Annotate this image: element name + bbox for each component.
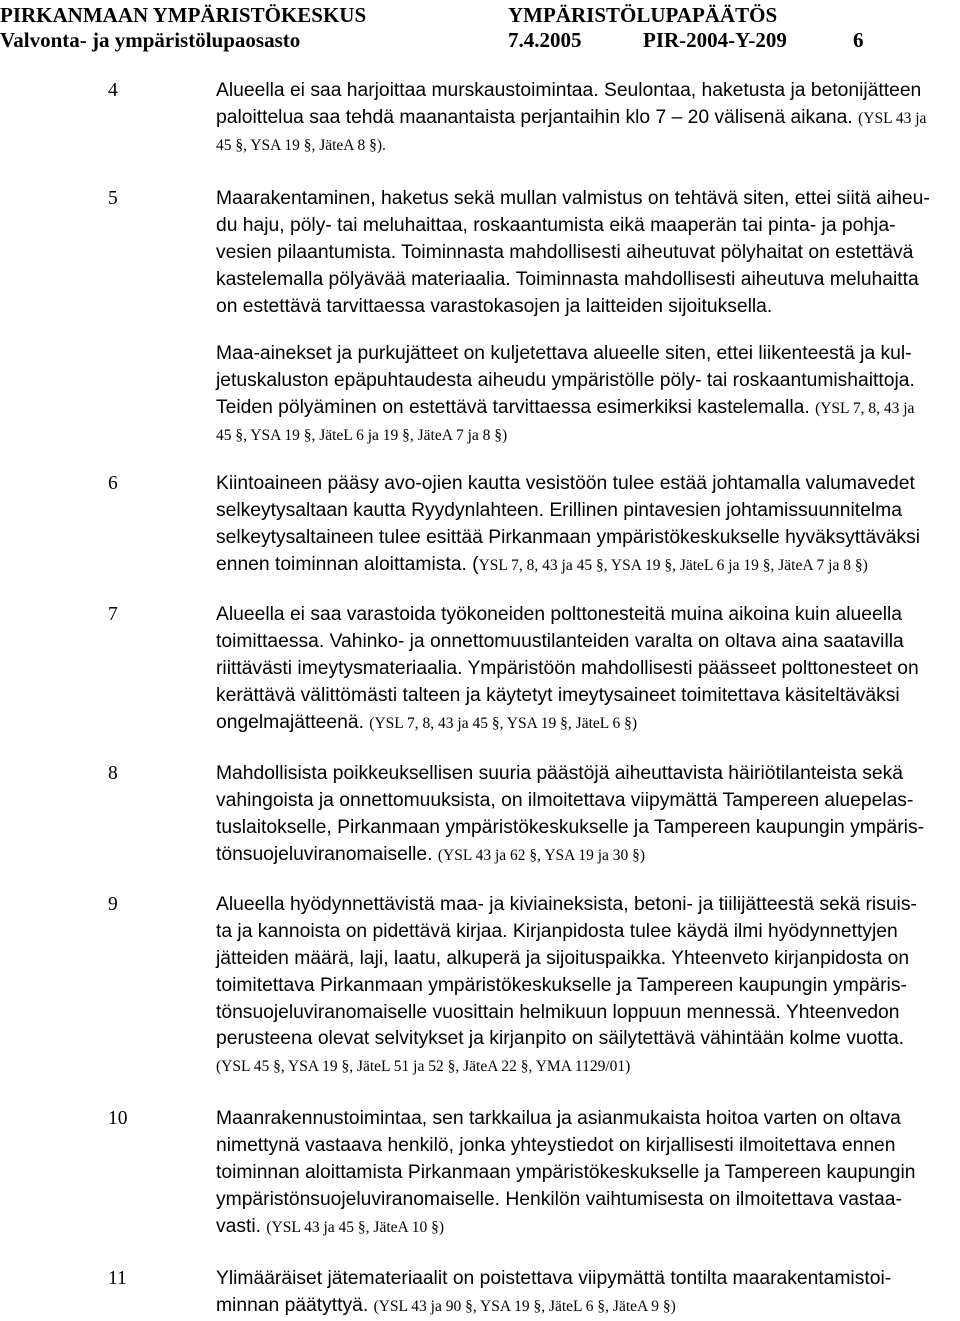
item-paragraph — [216, 341, 951, 449]
paragraph-line — [216, 919, 951, 946]
legal-reference: YSL 7, 8, 43 ja 45 §, YSA 19 §, JäteL 6 ja 19 §, JäteA 7 ja 8 §) — [478, 556, 868, 574]
paragraph-line — [216, 186, 951, 213]
paragraph-line — [216, 240, 951, 267]
line-text: toimittaessa. Vahinko- ja onnettomuustilanteiden varalta on oltava aina saatavilla — [216, 630, 904, 652]
legal-reference: 45 §, YSA 19 §, JäteL 6 ja 19 §, JäteA 7 ja 8 §) — [216, 426, 508, 444]
item-paragraph — [216, 761, 951, 869]
line-text: tönsuojeluviranomaiselle vuosittain helmikuun loppuun mennessä. Yhteenvedon — [216, 1001, 900, 1023]
header-unit: Valvonta- ja ympäristölupaosasto — [0, 28, 301, 52]
paragraph-line — [216, 1266, 951, 1293]
line-text: selkeytysaltaan kautta Ryydynlahteen. Erillinen pintavesien johtamissuunnitelma — [216, 499, 902, 521]
legal-reference: 45 §, YSA 19 §, JäteA 8 §). — [216, 136, 386, 154]
paragraph-line — [216, 1187, 951, 1214]
paragraph-line — [216, 815, 951, 842]
paragraph-line — [216, 1160, 951, 1187]
line-text: Maarakentaminen, haketus sekä mullan valmistus on tehtävä siten, ettei siitä aiheu- — [216, 188, 930, 209]
item-number: 6 — [108, 473, 118, 494]
line-text: tönsuojeluviranomaiselle. — [216, 843, 438, 865]
item-paragraph — [216, 602, 951, 736]
paragraph-line — [216, 946, 951, 973]
legal-reference: (YSL 45 §, YSA 19 §, JäteL 51 ja 52 §, JäteA 22 §, YMA 1129/01) — [216, 1058, 631, 1076]
paragraph-line — [216, 213, 951, 240]
paragraph-line — [216, 761, 951, 788]
line-text: Alueella ei saa harjoittaa murskaustoimintaa. Seulontaa, haketusta ja betonijätteen — [216, 80, 922, 101]
paragraph-line — [216, 132, 951, 159]
line-text: nimettynä vastaava henkilö, jonka yhteystiedot on kirjallisesti ilmoitettava ennen — [216, 1134, 896, 1156]
line-text: Ylimääräiset jätemateriaalit on poistettava viipymättä tontilta maarakentamistoi- — [216, 1268, 892, 1289]
paragraph-line — [216, 1000, 951, 1027]
line-text: Maa-ainekset ja purkujätteet on kuljetettava alueelle siten, ettei liikenteestä ja kul- — [216, 343, 912, 364]
header-doc-id: PIR-2004-Y-209 — [643, 28, 787, 52]
line-text: ongelmajätteenä. — [216, 711, 370, 733]
paragraph-line — [216, 788, 951, 815]
line-text: vahingoista ja onnettomuuksista, on ilmoitettava viipymättä Tampereen aluepelas- — [216, 789, 914, 811]
paragraph-line — [216, 294, 951, 321]
paragraph-line — [216, 552, 951, 579]
header-doc-type: YMPÄRISTÖLUPAPÄÄTÖS — [508, 3, 778, 27]
line-text: Mahdollisista poikkeuksellisen suuria päästöjä aiheuttavista häiriötilanteista sekä — [216, 763, 904, 784]
paragraph-line — [216, 422, 951, 449]
line-text: toimitettava Pirkanmaan ympäristökeskukselle ja Tampereen kaupungin ympäris- — [216, 974, 907, 996]
legal-reference: (YSL 43 ja 62 §, YSA 19 ja 30 §) — [437, 846, 646, 864]
item-paragraph — [216, 1106, 951, 1240]
paragraph-line — [216, 710, 951, 737]
line-text: ennen toiminnan aloittamista. ( — [216, 553, 479, 575]
paragraph-line — [216, 602, 951, 629]
line-text: Kiintoaineen pääsy avo-ojien kautta vesistöön tulee estää johtamalla valumavedet — [216, 473, 915, 494]
header-date: 7.4.2005 — [508, 28, 582, 52]
legal-reference: (YSL 43 ja — [858, 109, 927, 127]
line-text: Maanrakennustoimintaa, sen tarkkailua ja asianmukaista hoitoa varten on oltava — [216, 1108, 901, 1129]
line-text: ympäristönsuojeluviranomaiselle. Henkilön vaihtumisesta on ilmoitettava vastaa- — [216, 1188, 902, 1210]
line-text: jätteiden määrä, laji, laatu, alkuperä ja sijoituspaikka. Yhteenveto kirjanpidosta on — [216, 947, 910, 969]
item-paragraph — [216, 471, 951, 579]
line-text: minnan päätyttyä. — [216, 1294, 374, 1316]
item-number: 8 — [108, 763, 118, 784]
line-text: kerättävä välittömästi talteen ja käytetyt imeytysaineet toimitettava käsiteltäväksi — [216, 684, 900, 706]
paragraph-line — [216, 525, 951, 552]
paragraph-line — [216, 656, 951, 683]
item-number: 4 — [108, 80, 118, 101]
paragraph-line — [216, 1293, 951, 1320]
paragraph-line — [216, 973, 951, 1000]
header-page-number: 6 — [853, 28, 864, 52]
header-org: PIRKANMAAN YMPÄRISTÖKESKUS — [0, 3, 367, 27]
line-text: perusteena olevat selvitykset ja kirjanpito on säilytettävä vähintään kolme vuotta. — [216, 1028, 905, 1050]
line-text: kastelemalla pölyävää materiaalia. Toiminnasta mahdollisesti aiheutuva meluhaitta — [216, 268, 919, 290]
paragraph-line — [216, 498, 951, 525]
item-paragraph — [216, 892, 951, 1080]
paragraph-line — [216, 1214, 951, 1241]
line-text: on estettävä tarvittaessa varastokasojen ja laitteiden sijoituksella. — [216, 295, 773, 317]
line-text: toiminnan aloittamista Pirkanmaan ympäristökeskukselle ja Tampereen kaupungin — [216, 1161, 916, 1183]
paragraph-line — [216, 78, 951, 105]
item-number: 11 — [108, 1268, 127, 1289]
line-text: riittävästi imeytysmateriaalia. Ympäristöön mahdollisesti päässeet polttonesteet on — [216, 657, 919, 679]
paragraph-line — [216, 1106, 951, 1133]
paragraph-line — [216, 368, 951, 395]
line-text: vesien pilaantumista. Toiminnasta mahdollisesti aiheutuvat pölyhaitat on estettävä — [216, 241, 914, 263]
line-text: paloittelua saa tehdä maanantaista perjantaihin klo 7 – 20 välisenä aikana. — [216, 106, 859, 128]
line-text: Alueella ei saa varastoida työkoneiden polttonesteitä muina aikoina kuin alueella — [216, 604, 903, 625]
paragraph-line — [216, 842, 951, 869]
line-text: ta ja kannoista on pidettävä kirjaa. Kirjanpidosta tulee käydä ilmi hyödynnettyjen — [216, 920, 898, 942]
paragraph-line — [216, 267, 951, 294]
paragraph-line — [216, 892, 951, 919]
paragraph-line — [216, 341, 951, 368]
line-text: Teiden pölyäminen on estettävä tarvittaessa esimerkiksi kastelemalla. — [216, 396, 816, 418]
item-number: 7 — [108, 604, 118, 625]
line-text: tuslaitokselle, Pirkanmaan ympäristökeskukselle ja Tampereen kaupungin ympäris- — [216, 816, 925, 838]
item-number: 9 — [108, 894, 118, 915]
paragraph-line — [216, 471, 951, 498]
paragraph-line — [216, 1026, 951, 1053]
legal-reference: (YSL 43 ja 45 §, JäteA 10 §) — [266, 1218, 445, 1236]
paragraph-line — [216, 395, 951, 422]
line-text: Alueella hyödynnettävistä maa- ja kiviaineksista, betoni- ja tiilijätteestä sekä risuis- — [216, 894, 917, 915]
paragraph-line — [216, 1053, 951, 1080]
item-number: 10 — [108, 1108, 128, 1129]
paragraph-line — [216, 1133, 951, 1160]
paragraph-line — [216, 629, 951, 656]
item-paragraph — [216, 1266, 951, 1320]
line-text: selkeytysaltaineen tulee esittää Pirkanmaan ympäristökeskukselle hyväksyttäväksi — [216, 526, 921, 548]
legal-reference: (YSL 43 ja 90 §, YSA 19 §, JäteL 6 §, JäteA 9 §) — [373, 1297, 676, 1315]
item-paragraph — [216, 78, 951, 159]
line-text: vasti. — [216, 1215, 267, 1237]
legal-reference: (YSL 7, 8, 43 ja — [815, 399, 915, 417]
legal-reference: (YSL 7, 8, 43 ja 45 §, YSA 19 §, JäteL 6 §) — [369, 714, 638, 732]
line-text: jetuskaluston epäpuhtaudesta aiheudu ympäristölle pöly- tai roskaantumishaittoja. — [216, 369, 915, 391]
paragraph-line — [216, 683, 951, 710]
paragraph-line — [216, 105, 951, 132]
item-number: 5 — [108, 188, 118, 209]
item-paragraph — [216, 186, 951, 320]
line-text: du haju, pöly- tai meluhaittaa, roskaantumista eikä maaperän tai pinta- ja pohja- — [216, 214, 896, 236]
